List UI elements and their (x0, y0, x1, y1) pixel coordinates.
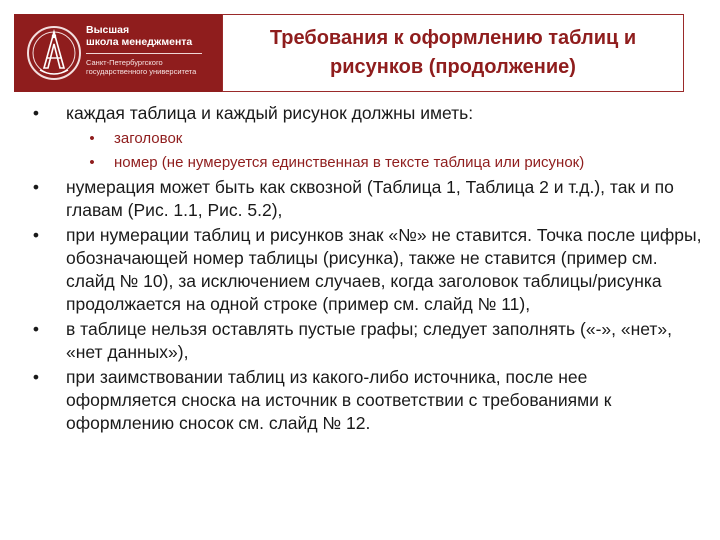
logo-divider (86, 53, 202, 54)
bullet-marker: • (32, 225, 40, 245)
slide-title (222, 14, 684, 92)
title-line-1: Требования к оформлению таблиц и (269, 27, 637, 49)
logo-name-line2: школа менеджмента (86, 36, 193, 48)
bullet-marker: • (32, 177, 40, 197)
bullet-marker: • (32, 319, 40, 339)
logo-name-line1: Высшая (86, 24, 130, 36)
bullet-text: в таблице нельзя оставлять пустые графы; следует заполнять («-», «нет», «нет данных»), (66, 319, 673, 362)
title-line-2: рисунков (продолжение) (330, 56, 576, 78)
logo-text (86, 24, 216, 76)
bullet-item (26, 318, 702, 364)
sub-bullet-text: заголовок (114, 130, 183, 147)
slide-body (26, 102, 702, 437)
sub-bullet-item (26, 128, 702, 150)
logo-subtitle-line2: государственного университета (86, 67, 197, 76)
bullet-text: при заимствовании таблиц из какого-либо источника, после нее оформляется сноска на источник в соответствии с требованиями к оформлению сносок см. слайд № 12. (66, 367, 612, 433)
sub-bullet-text: номер (не нумеруется единственная в тексте таблица или рисунок) (114, 154, 585, 171)
logo (14, 14, 222, 92)
logo-subtitle-line1: Санкт-Петербургского (86, 58, 163, 67)
bullet-text: при нумерации таблиц и рисунков знак «№» не ставится. Точка после цифры, обозначающей номер таблицы (рисунка), также не ставится (пример см. слайд № 10), за исключением случаев, когда заголовок таблицы/рисунка продолжается на одной строке (пример см. слайд № 11), (66, 225, 702, 314)
bullet-text: нумерация может быть как сквозной (Таблица 1, Таблица 2 и т.д.), так и по главам (Рис. 1.1, Рис. 5.2), (66, 177, 674, 220)
sub-bullet-marker: • (89, 130, 95, 147)
bullet-marker: • (32, 103, 40, 123)
bullet-marker: • (32, 367, 40, 387)
bullet-item (26, 366, 702, 435)
university-emblem-icon (26, 22, 82, 84)
bullet-item (26, 176, 702, 222)
bullet-item (26, 102, 702, 125)
sub-bullet-item (26, 152, 702, 174)
bullet-item (26, 224, 702, 316)
sub-bullet-marker: • (89, 154, 95, 171)
bullet-text: каждая таблица и каждый рисунок должны иметь: (66, 103, 474, 123)
